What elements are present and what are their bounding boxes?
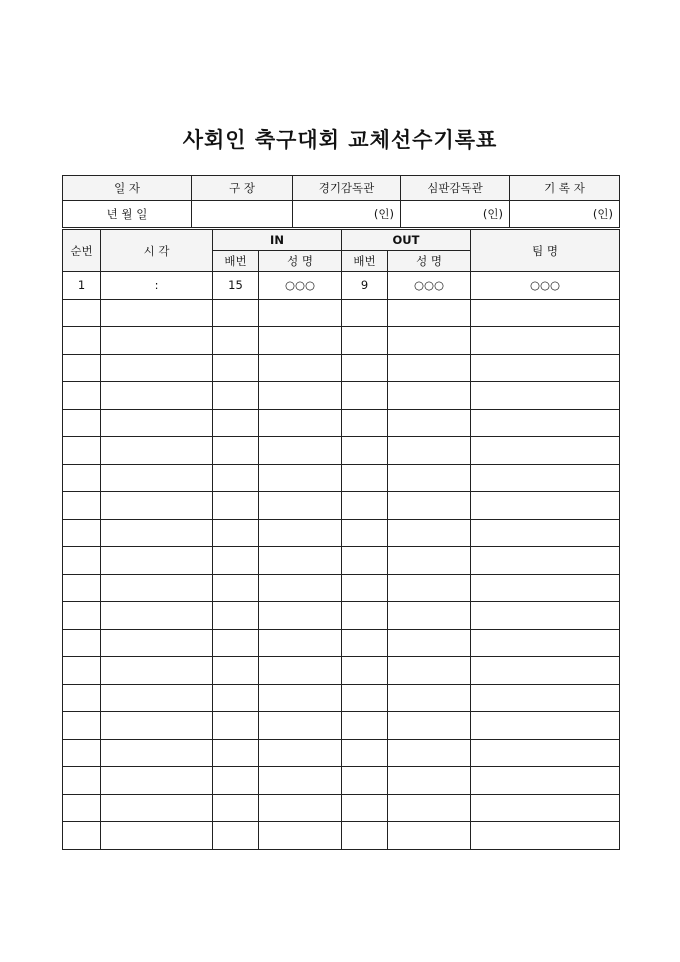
out-name-cell[interactable] [388,299,471,327]
in-number-cell[interactable] [213,684,259,712]
match-supervisor-header: 경기감독관 [293,176,401,201]
in-name-header: 성 명 [259,251,342,272]
team-cell[interactable] [471,492,620,520]
table-row [63,409,620,437]
referee-supervisor-seal[interactable]: (인) [401,201,510,228]
row-number-cell[interactable] [63,299,101,327]
out-name-cell[interactable] [388,712,471,740]
out-number-cell[interactable] [342,657,388,685]
table-row [63,519,620,547]
in-number-cell[interactable] [213,712,259,740]
out-number-cell[interactable] [342,629,388,657]
table-row [63,299,620,327]
time-cell[interactable] [101,822,213,850]
in-name-cell[interactable] [259,354,342,382]
out-name-cell[interactable] [388,382,471,410]
out-header: OUT [342,230,471,251]
out-number-cell[interactable] [342,464,388,492]
out-name-cell[interactable] [388,464,471,492]
in-name-cell[interactable] [259,382,342,410]
out-name-cell[interactable] [388,684,471,712]
team-cell[interactable] [471,382,620,410]
in-name-cell[interactable] [259,464,342,492]
time-cell[interactable] [101,684,213,712]
in-name-cell[interactable] [259,409,342,437]
in-name-cell[interactable] [259,327,342,355]
row-number-cell[interactable] [63,519,101,547]
in-number-cell[interactable] [213,409,259,437]
in-number-cell[interactable] [213,492,259,520]
table-header-row-1 [63,230,620,251]
team-cell[interactable] [471,519,620,547]
no-header: 순번 [63,230,101,272]
time-cell[interactable] [101,712,213,740]
team-cell[interactable] [471,684,620,712]
out-number-cell[interactable] [342,437,388,465]
in-number-cell[interactable] [213,629,259,657]
row-number-cell[interactable] [63,464,101,492]
time-cell[interactable] [101,327,213,355]
in-name-cell[interactable] [259,629,342,657]
info-value-row [63,201,620,228]
row-number-cell[interactable] [63,629,101,657]
time-cell[interactable] [101,519,213,547]
out-number-cell[interactable] [342,382,388,410]
time-cell[interactable] [101,602,213,630]
team-cell[interactable] [471,464,620,492]
out-name-cell[interactable] [388,629,471,657]
table-row [63,437,620,465]
team-cell[interactable] [471,739,620,767]
in-name-cell[interactable] [259,822,342,850]
time-cell[interactable] [101,464,213,492]
table-row [63,822,620,850]
team-cell[interactable] [471,574,620,602]
out-name-cell[interactable] [388,574,471,602]
match-info-table [62,175,620,228]
date-header: 일 자 [63,176,192,201]
row-number-cell[interactable] [63,354,101,382]
time-cell[interactable] [101,437,213,465]
in-name-cell[interactable] [259,574,342,602]
out-name-cell[interactable] [388,354,471,382]
team-cell[interactable] [471,712,620,740]
in-number-cell[interactable] [213,602,259,630]
time-cell[interactable] [101,739,213,767]
out-number-cell[interactable] [342,822,388,850]
recorder-seal[interactable]: (인) [510,201,620,228]
table-row [63,574,620,602]
time-cell[interactable] [101,767,213,795]
info-header-row [63,176,620,201]
in-number-cell[interactable] [213,382,259,410]
row-number-cell[interactable] [63,712,101,740]
in-name-cell[interactable] [259,794,342,822]
row-number-cell[interactable] [63,547,101,575]
out-name-header: 성 명 [388,251,471,272]
row-number-cell[interactable] [63,767,101,795]
team-cell[interactable] [471,657,620,685]
in-number-cell[interactable] [213,574,259,602]
row-number-cell[interactable] [63,327,101,355]
substitution-table [62,229,620,850]
team-cell[interactable] [471,822,620,850]
time-cell[interactable] [101,354,213,382]
time-cell[interactable] [101,547,213,575]
out-number-cell[interactable] [342,712,388,740]
out-number-cell[interactable] [342,684,388,712]
table-row [63,382,620,410]
in-name-cell[interactable] [259,767,342,795]
in-name-cell[interactable] [259,712,342,740]
in-number-cell[interactable] [213,794,259,822]
table-row [63,464,620,492]
out-number-cell[interactable] [342,327,388,355]
table-row [63,712,620,740]
out-number-cell[interactable] [342,519,388,547]
time-cell[interactable] [101,794,213,822]
out-number-cell[interactable] [342,574,388,602]
team-cell[interactable] [471,409,620,437]
row-number-cell[interactable] [63,409,101,437]
in-number-cell[interactable] [213,464,259,492]
row-number-cell[interactable] [63,739,101,767]
in-number-cell[interactable]: 15 [213,272,259,300]
in-number-cell[interactable] [213,547,259,575]
row-number-cell[interactable] [63,602,101,630]
team-cell[interactable]: ○○○ [471,272,620,300]
table-row [63,547,620,575]
row-number-cell[interactable]: 1 [63,272,101,300]
page-title: 사회인 축구대회 교체선수기록표 [182,128,498,152]
table-row [63,767,620,795]
table-row [63,684,620,712]
time-cell[interactable] [101,299,213,327]
row-number-cell[interactable] [63,437,101,465]
in-number-header: 배번 [213,251,259,272]
row-number-cell[interactable] [63,822,101,850]
out-name-cell[interactable] [388,519,471,547]
out-name-cell[interactable] [388,794,471,822]
time-cell[interactable] [101,409,213,437]
out-number-cell[interactable] [342,492,388,520]
in-number-cell[interactable] [213,437,259,465]
team-cell[interactable] [471,299,620,327]
out-number-cell[interactable] [342,794,388,822]
time-cell[interactable] [101,657,213,685]
team-cell[interactable] [471,327,620,355]
out-number-cell[interactable] [342,409,388,437]
in-name-cell[interactable] [259,684,342,712]
out-number-cell[interactable] [342,299,388,327]
time-cell[interactable] [101,382,213,410]
out-number-cell[interactable] [342,739,388,767]
out-number-cell[interactable] [342,354,388,382]
out-name-cell[interactable] [388,547,471,575]
in-header: IN [213,230,342,251]
team-cell[interactable] [471,629,620,657]
out-name-cell[interactable] [388,409,471,437]
team-cell[interactable] [471,354,620,382]
team-cell[interactable] [471,547,620,575]
stadium-field[interactable] [192,201,293,228]
time-header: 시 각 [101,230,213,272]
in-number-cell[interactable] [213,327,259,355]
out-name-cell[interactable] [388,739,471,767]
out-name-cell[interactable] [388,822,471,850]
row-number-cell[interactable] [63,794,101,822]
table-row [63,739,620,767]
row-number-cell[interactable] [63,684,101,712]
table-row [63,794,620,822]
row-number-cell[interactable] [63,492,101,520]
in-number-cell[interactable] [213,739,259,767]
team-header: 팀 명 [471,230,620,272]
in-number-cell[interactable] [213,299,259,327]
table-row [63,629,620,657]
table-row [63,272,620,300]
out-number-cell[interactable] [342,602,388,630]
out-number-cell[interactable] [342,547,388,575]
row-number-cell[interactable] [63,657,101,685]
row-number-cell[interactable] [63,574,101,602]
in-name-cell[interactable]: ○○○ [259,272,342,300]
table-row [63,327,620,355]
table-row [63,492,620,520]
time-cell[interactable] [101,574,213,602]
in-name-cell[interactable] [259,602,342,630]
in-name-cell[interactable] [259,739,342,767]
in-number-cell[interactable] [213,354,259,382]
match-supervisor-seal[interactable]: (인) [293,201,401,228]
out-number-cell[interactable]: 9 [342,272,388,300]
out-name-cell[interactable]: ○○○ [388,272,471,300]
out-number-header: 배번 [342,251,388,272]
in-name-cell[interactable] [259,299,342,327]
table-row [63,602,620,630]
out-name-cell[interactable] [388,327,471,355]
in-name-cell[interactable] [259,657,342,685]
in-name-cell[interactable] [259,492,342,520]
team-cell[interactable] [471,437,620,465]
in-number-cell[interactable] [213,822,259,850]
referee-supervisor-header: 심판감독관 [401,176,510,201]
in-number-cell[interactable] [213,767,259,795]
date-field[interactable]: 년 월 일 [63,201,192,228]
out-name-cell[interactable] [388,602,471,630]
out-number-cell[interactable] [342,767,388,795]
time-cell[interactable] [101,629,213,657]
time-cell[interactable]: : [101,272,213,300]
in-name-cell[interactable] [259,437,342,465]
team-cell[interactable] [471,767,620,795]
stadium-header: 구 장 [192,176,293,201]
in-name-cell[interactable] [259,547,342,575]
recorder-header: 기 록 자 [510,176,620,201]
team-cell[interactable] [471,602,620,630]
out-name-cell[interactable] [388,437,471,465]
row-number-cell[interactable] [63,382,101,410]
team-cell[interactable] [471,794,620,822]
out-name-cell[interactable] [388,492,471,520]
in-name-cell[interactable] [259,519,342,547]
time-cell[interactable] [101,492,213,520]
in-number-cell[interactable] [213,519,259,547]
out-name-cell[interactable] [388,657,471,685]
out-name-cell[interactable] [388,767,471,795]
in-number-cell[interactable] [213,657,259,685]
table-row [63,657,620,685]
table-row [63,354,620,382]
